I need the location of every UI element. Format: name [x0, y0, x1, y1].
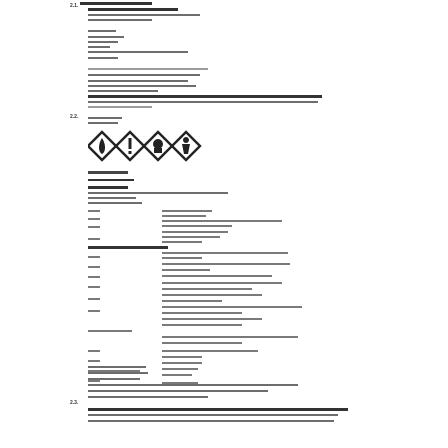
- text-line: [88, 390, 268, 392]
- section-number: 2.1.: [70, 3, 79, 9]
- text-line: [88, 192, 228, 194]
- signal-word: [88, 179, 134, 181]
- text-line: [88, 101, 318, 103]
- text-line: [88, 197, 136, 199]
- heading-line: [80, 2, 152, 5]
- text-line: [88, 384, 298, 386]
- hazard-pictograms: [88, 128, 208, 176]
- text-line: [88, 41, 118, 43]
- text-line: [88, 90, 158, 92]
- text-line: [88, 378, 140, 380]
- exclamation-icon: [116, 132, 144, 160]
- text-line: [88, 68, 208, 70]
- text-line: [88, 117, 122, 119]
- section-number: 2.3.: [70, 400, 79, 406]
- signal-word-label: [88, 171, 128, 174]
- text-line: [88, 408, 348, 411]
- text-line: [88, 202, 142, 204]
- text-line: [88, 396, 208, 398]
- skull-icon: [144, 132, 172, 160]
- health-hazard-icon: [172, 132, 200, 160]
- text-line: [88, 80, 188, 82]
- text-line: [88, 122, 118, 124]
- text-line: [88, 414, 338, 416]
- document-page: [70, 0, 390, 448]
- flame-icon: [88, 132, 116, 160]
- text-line: [88, 366, 146, 368]
- text-line: [88, 8, 178, 11]
- text-line: [88, 51, 188, 53]
- text-line: [88, 74, 200, 76]
- text-line: [88, 372, 148, 374]
- text-line: [88, 95, 322, 98]
- text-line: [88, 19, 152, 21]
- text-line: [88, 106, 152, 108]
- text-line: [88, 36, 124, 38]
- text-line: [88, 14, 200, 16]
- text-line: [88, 57, 118, 59]
- text-line: [88, 85, 196, 87]
- text-line: [88, 46, 110, 48]
- text-line: [88, 186, 128, 189]
- text-line: [88, 420, 334, 422]
- text-line: [88, 30, 116, 32]
- section-number: 2.2.: [70, 114, 79, 120]
